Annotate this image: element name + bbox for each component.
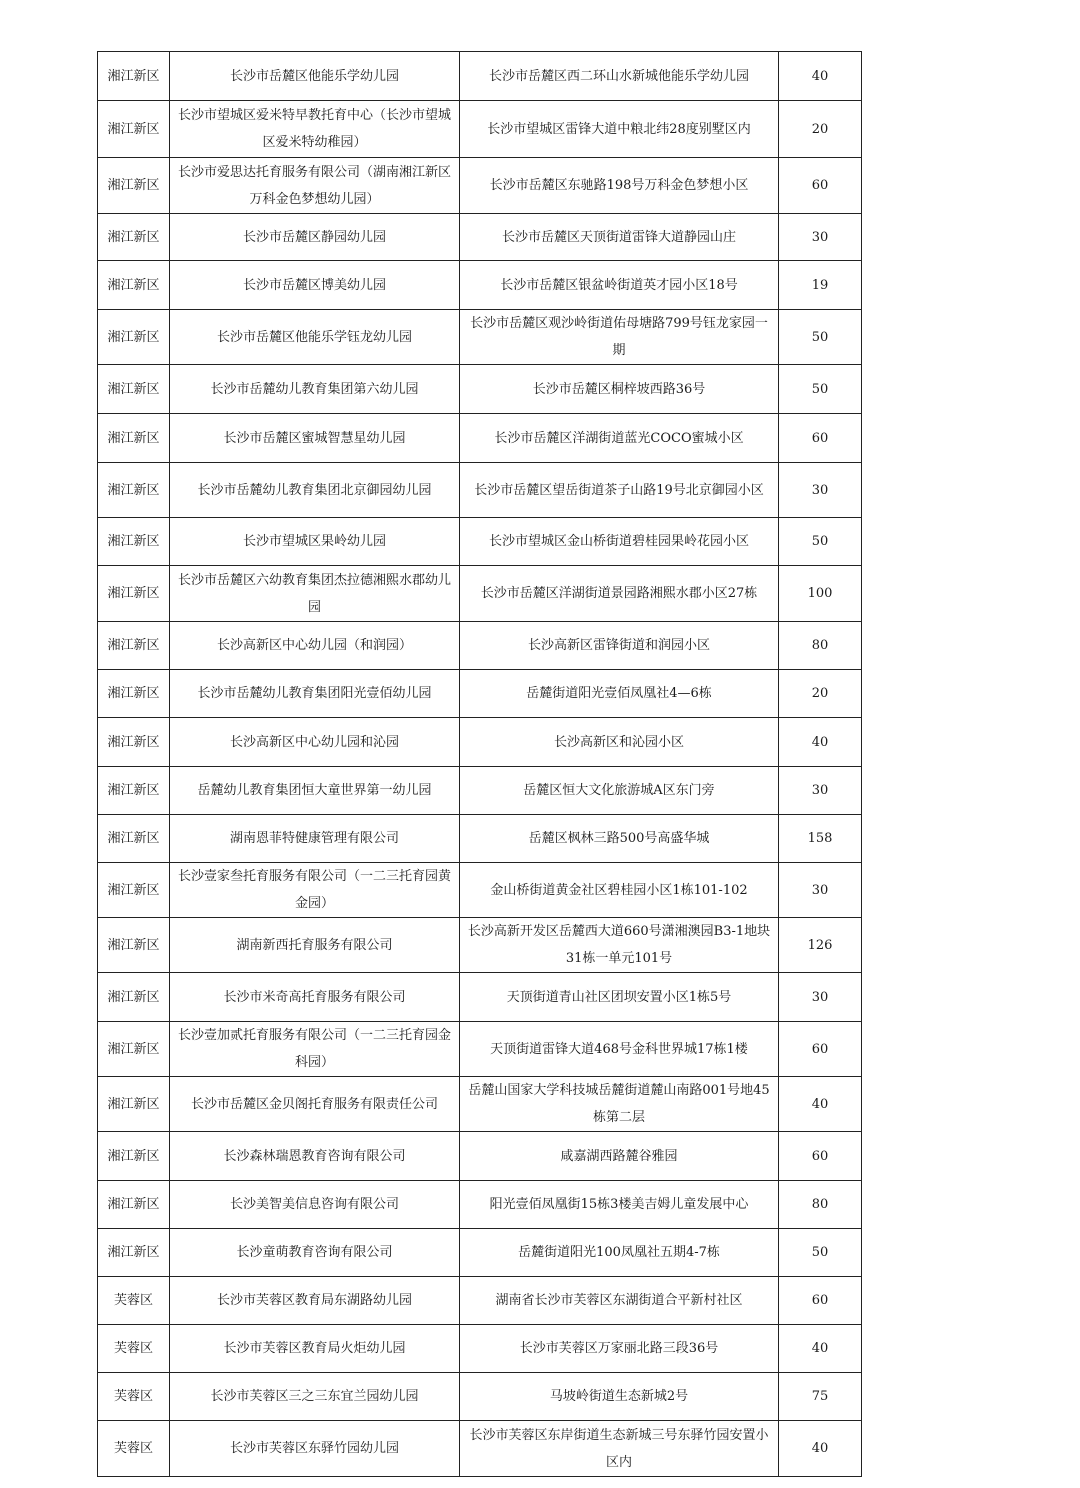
capacity-cell: 40 [779, 1077, 862, 1132]
institution-name-cell: 长沙市芙蓉区教育局火炬幼儿园 [170, 1325, 460, 1373]
table-row [98, 670, 862, 718]
table-row [98, 622, 862, 670]
district-cell: 湘江新区 [98, 815, 170, 863]
address-cell: 长沙市望城区雷锋大道中粮北纬28度别墅区内 [460, 101, 779, 158]
capacity-cell: 60 [779, 1132, 862, 1181]
institution-name-cell: 长沙市爱思达托育服务有限公司（湖南湘江新区万科金色梦想幼儿园） [170, 158, 460, 214]
institution-name-cell: 长沙市芙蓉区东驿竹园幼儿园 [170, 1421, 460, 1477]
address-cell: 长沙市岳麓区天顶街道雷锋大道静园山庄 [460, 214, 779, 261]
institution-name-cell: 长沙市岳麓区金贝阁托育服务有限责任公司 [170, 1077, 460, 1132]
table-row [98, 1132, 862, 1181]
address-cell: 长沙高新开发区岳麓西大道660号潇湘澳园B3-1地块31栋一单元101号 [460, 918, 779, 973]
capacity-cell: 75 [779, 1373, 862, 1421]
address-cell: 长沙市芙蓉区万家丽北路三段36号 [460, 1325, 779, 1373]
capacity-cell: 100 [779, 566, 862, 622]
address-cell: 长沙市望城区金山桥街道碧桂园果岭花园小区 [460, 518, 779, 566]
address-cell: 长沙市岳麓区观沙岭街道佑母塘路799号钰龙家园一期 [460, 310, 779, 365]
capacity-cell: 60 [779, 1022, 862, 1077]
district-cell: 湘江新区 [98, 214, 170, 261]
address-cell: 阳光壹佰凤凰街15栋3楼美吉姆儿童发展中心 [460, 1181, 779, 1229]
capacity-cell: 19 [779, 261, 862, 310]
district-cell: 湘江新区 [98, 310, 170, 365]
table-row [98, 414, 862, 463]
district-cell: 湘江新区 [98, 261, 170, 310]
address-cell: 岳麓街道阳光100凤凰社五期4-7栋 [460, 1229, 779, 1277]
capacity-cell: 158 [779, 815, 862, 863]
capacity-cell: 40 [779, 52, 862, 101]
institution-table [97, 51, 862, 1477]
district-cell: 湘江新区 [98, 101, 170, 158]
table-row [98, 1277, 862, 1325]
table-row [98, 767, 862, 815]
table-row [98, 158, 862, 214]
institution-name-cell: 长沙市芙蓉区三之三东宜兰园幼儿园 [170, 1373, 460, 1421]
institution-name-cell: 长沙市芙蓉区教育局东湖路幼儿园 [170, 1277, 460, 1325]
address-cell: 长沙市芙蓉区东岸街道生态新城三号东驿竹园安置小区内 [460, 1421, 779, 1477]
district-cell: 湘江新区 [98, 863, 170, 918]
district-cell: 湘江新区 [98, 1181, 170, 1229]
address-cell: 长沙市岳麓区银盆岭街道英才园小区18号 [460, 261, 779, 310]
capacity-cell: 50 [779, 518, 862, 566]
institution-name-cell: 长沙市岳麓幼儿教育集团第六幼儿园 [170, 365, 460, 414]
address-cell: 长沙市岳麓区桐梓坡西路36号 [460, 365, 779, 414]
district-cell: 湘江新区 [98, 1077, 170, 1132]
district-cell: 湘江新区 [98, 365, 170, 414]
table-row [98, 1229, 862, 1277]
address-cell: 岳麓区恒大文化旅游城A区东门旁 [460, 767, 779, 815]
institution-name-cell: 长沙市岳麓区六幼教育集团杰拉德湘熙水郡幼儿园 [170, 566, 460, 622]
institution-name-cell: 长沙市岳麓区博美幼儿园 [170, 261, 460, 310]
address-cell: 马坡岭街道生态新城2号 [460, 1373, 779, 1421]
capacity-cell: 80 [779, 1181, 862, 1229]
address-cell: 长沙高新区雷锋街道和润园小区 [460, 622, 779, 670]
district-cell: 芙蓉区 [98, 1421, 170, 1477]
institution-name-cell: 长沙市岳麓区他能乐学幼儿园 [170, 52, 460, 101]
institution-name-cell: 长沙市岳麓幼儿教育集团阳光壹佰幼儿园 [170, 670, 460, 718]
institution-name-cell: 长沙市岳麓幼儿教育集团北京御园幼儿园 [170, 463, 460, 518]
address-cell: 岳麓山国家大学科技城岳麓街道麓山南路001号地45栋第二层 [460, 1077, 779, 1132]
district-cell: 湘江新区 [98, 670, 170, 718]
address-cell: 天顶街道青山社区团坝安置小区1栋5号 [460, 973, 779, 1022]
district-cell: 湘江新区 [98, 1229, 170, 1277]
address-cell: 长沙高新区和沁园小区 [460, 718, 779, 767]
table-row [98, 365, 862, 414]
table-body [98, 52, 862, 1477]
institution-name-cell: 湖南恩菲特健康管理有限公司 [170, 815, 460, 863]
table-row [98, 815, 862, 863]
capacity-cell: 40 [779, 1421, 862, 1477]
table-row [98, 518, 862, 566]
district-cell: 湘江新区 [98, 518, 170, 566]
table-row [98, 718, 862, 767]
institution-name-cell: 长沙童萌教育咨询有限公司 [170, 1229, 460, 1277]
institution-name-cell: 长沙森林瑞恩教育咨询有限公司 [170, 1132, 460, 1181]
table-row [98, 566, 862, 622]
district-cell: 湘江新区 [98, 622, 170, 670]
table-row [98, 463, 862, 518]
capacity-cell: 20 [779, 101, 862, 158]
district-cell: 湘江新区 [98, 158, 170, 214]
capacity-cell: 50 [779, 310, 862, 365]
district-cell: 湘江新区 [98, 1022, 170, 1077]
table-row [98, 52, 862, 101]
institution-name-cell: 岳麓幼儿教育集团恒大童世界第一幼儿园 [170, 767, 460, 815]
institution-name-cell: 长沙市米奇高托育服务有限公司 [170, 973, 460, 1022]
institution-name-cell: 长沙市望城区果岭幼儿园 [170, 518, 460, 566]
institution-name-cell: 长沙市岳麓区他能乐学钰龙幼儿园 [170, 310, 460, 365]
table-row [98, 214, 862, 261]
table-row [98, 1325, 862, 1373]
district-cell: 湘江新区 [98, 718, 170, 767]
capacity-cell: 126 [779, 918, 862, 973]
table-row [98, 310, 862, 365]
institution-name-cell: 湖南新西托育服务有限公司 [170, 918, 460, 973]
address-cell: 长沙市岳麓区洋湖街道蓝光COCO蜜城小区 [460, 414, 779, 463]
table-row [98, 101, 862, 158]
capacity-cell: 30 [779, 973, 862, 1022]
table-row [98, 918, 862, 973]
table-row [98, 261, 862, 310]
institution-name-cell: 长沙市望城区爱米特早教托育中心（长沙市望城区爱米特幼稚园） [170, 101, 460, 158]
address-cell: 金山桥街道黄金社区碧桂园小区1栋101-102 [460, 863, 779, 918]
table-row [98, 1181, 862, 1229]
address-cell: 长沙市岳麓区西二环山水新城他能乐学幼儿园 [460, 52, 779, 101]
capacity-cell: 60 [779, 158, 862, 214]
address-cell: 长沙市岳麓区东驰路198号万科金色梦想小区 [460, 158, 779, 214]
address-cell: 岳麓街道阳光壹佰凤凰社4—6栋 [460, 670, 779, 718]
district-cell: 湘江新区 [98, 463, 170, 518]
capacity-cell: 30 [779, 767, 862, 815]
district-cell: 湘江新区 [98, 414, 170, 463]
capacity-cell: 20 [779, 670, 862, 718]
institution-name-cell: 长沙美智美信息咨询有限公司 [170, 1181, 460, 1229]
district-cell: 湘江新区 [98, 767, 170, 815]
capacity-cell: 50 [779, 1229, 862, 1277]
capacity-cell: 30 [779, 214, 862, 261]
district-cell: 湘江新区 [98, 52, 170, 101]
institution-name-cell: 长沙高新区中心幼儿园（和润园） [170, 622, 460, 670]
institution-name-cell: 长沙高新区中心幼儿园和沁园 [170, 718, 460, 767]
address-cell: 长沙市岳麓区洋湖街道景园路湘熙水郡小区27栋 [460, 566, 779, 622]
district-cell: 芙蓉区 [98, 1277, 170, 1325]
institution-name-cell: 长沙壹家叁托育服务有限公司（一二三托育园黄金园） [170, 863, 460, 918]
table-row [98, 1421, 862, 1477]
address-cell: 天顶街道雷锋大道468号金科世界城17栋1楼 [460, 1022, 779, 1077]
address-cell: 咸嘉湖西路麓谷雅园 [460, 1132, 779, 1181]
table-row [98, 863, 862, 918]
district-cell: 芙蓉区 [98, 1373, 170, 1421]
table-row [98, 1373, 862, 1421]
capacity-cell: 60 [779, 414, 862, 463]
capacity-cell: 30 [779, 463, 862, 518]
capacity-cell: 80 [779, 622, 862, 670]
table-row [98, 1077, 862, 1132]
table-row [98, 973, 862, 1022]
institution-name-cell: 长沙壹加贰托育服务有限公司（一二三托育园金科园） [170, 1022, 460, 1077]
capacity-cell: 60 [779, 1277, 862, 1325]
district-cell: 湘江新区 [98, 918, 170, 973]
district-cell: 芙蓉区 [98, 1325, 170, 1373]
institution-name-cell: 长沙市岳麓区静园幼儿园 [170, 214, 460, 261]
capacity-cell: 30 [779, 863, 862, 918]
institution-name-cell: 长沙市岳麓区蜜城智慧星幼儿园 [170, 414, 460, 463]
district-cell: 湘江新区 [98, 1132, 170, 1181]
table-row [98, 1022, 862, 1077]
capacity-cell: 50 [779, 365, 862, 414]
district-cell: 湘江新区 [98, 973, 170, 1022]
address-cell: 岳麓区枫林三路500号高盛华城 [460, 815, 779, 863]
address-cell: 长沙市岳麓区望岳街道茶子山路19号北京御园小区 [460, 463, 779, 518]
district-cell: 湘江新区 [98, 566, 170, 622]
capacity-cell: 40 [779, 718, 862, 767]
capacity-cell: 40 [779, 1325, 862, 1373]
address-cell: 湖南省长沙市芙蓉区东湖街道合平新村社区 [460, 1277, 779, 1325]
